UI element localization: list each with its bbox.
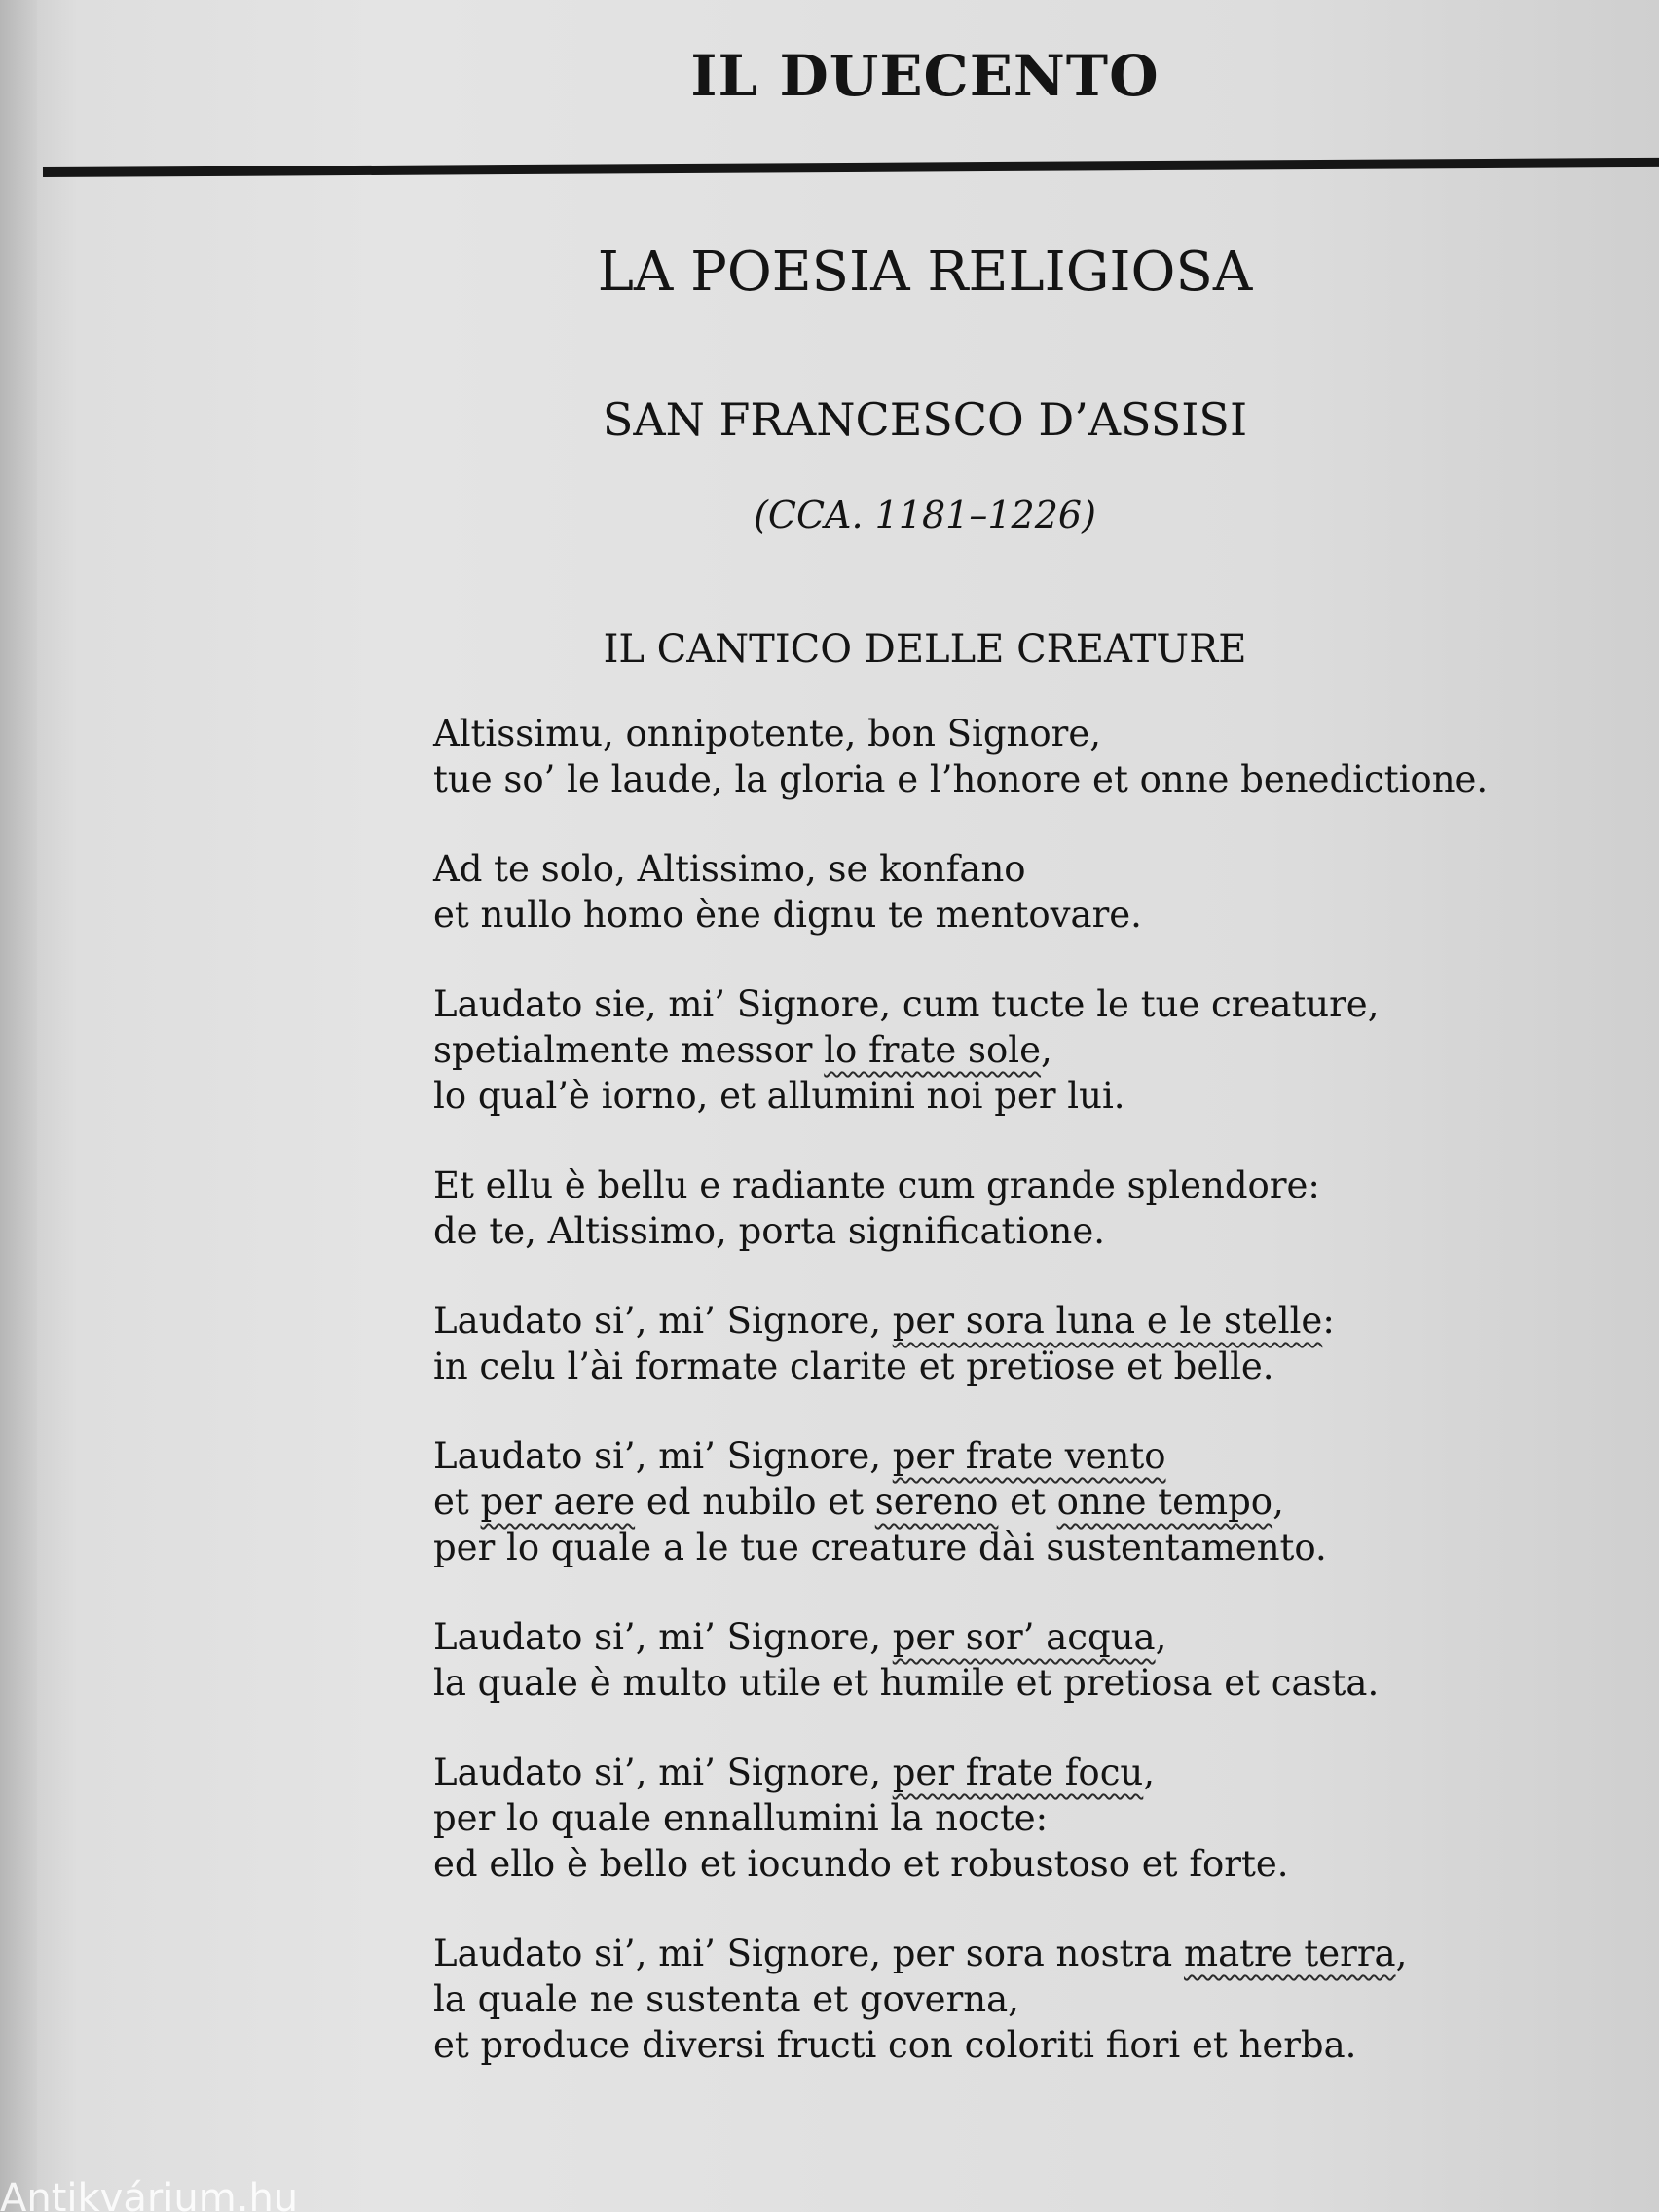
- poem-line: et nullo homo ène dignu te mentovare.: [433, 894, 1142, 936]
- poem-line: ed ello è bello et iocundo et robustoso et forte.: [433, 1843, 1289, 1885]
- handwritten-underline: per aere: [480, 1481, 636, 1523]
- author-name: SAN FRANCESCO D’ASSISI: [602, 393, 1248, 446]
- line-segment: spetialmente messor: [433, 1029, 825, 1071]
- poem-line: [433, 1750, 1631, 1795]
- section-title: LA POESIA RELIGIOSA: [597, 240, 1253, 304]
- line-segment: Laudato si’, mi’ Signore,: [433, 1616, 893, 1658]
- poem-line: Laudato sie, mi’ Signore, cum tucte le tue creature,: [433, 983, 1380, 1025]
- handwritten-underline: per sora luna e le stelle: [892, 1300, 1323, 1342]
- line-segment: Laudato si’, mi’ Signore,: [433, 1300, 893, 1342]
- stanza: [433, 1298, 1631, 1389]
- author-dates: (CCA. 1181–1226): [754, 494, 1096, 536]
- handwritten-underline: lo frate sole: [824, 1029, 1042, 1071]
- poem-line: de te, Altissimo, porta significatione.: [433, 1210, 1106, 1252]
- poem-line: la quale ne sustenta et governa,: [433, 1978, 1019, 2020]
- poem-line: lo qual’è iorno, et allumini noi per lui.: [433, 1075, 1125, 1117]
- poem-line: [433, 1298, 1631, 1344]
- handwritten-underline: sereno: [874, 1481, 999, 1523]
- poem-line: per lo quale ennallumini la nocte:: [433, 1797, 1049, 1839]
- stanza: [433, 1162, 1631, 1254]
- poem-line: [433, 1614, 1631, 1660]
- poem-line: in celu l’ài formate clarite et pretïose et belle.: [433, 1346, 1274, 1387]
- line-segment: :: [1322, 1300, 1335, 1342]
- book-spine-shadow: [0, 0, 37, 2212]
- stanza: [433, 1931, 1631, 2068]
- line-segment: ,: [1143, 1751, 1156, 1793]
- line-segment: ,: [1395, 1933, 1408, 1974]
- stanza: [433, 1614, 1631, 1706]
- stanza: [433, 1750, 1631, 1887]
- poem-line: [433, 1433, 1631, 1479]
- handwritten-underline: per frate vento: [892, 1435, 1166, 1477]
- handwritten-underline: onne tempo: [1056, 1481, 1273, 1523]
- line-segment: Laudato si’, mi’ Signore,: [433, 1435, 893, 1477]
- poem-line: et produce diversi fructi con coloriti fiori et herba.: [433, 2024, 1357, 2066]
- poem-line: tue so’ le laude, la gloria e l’honore et onne benedictione.: [433, 758, 1489, 800]
- poem-line: Et ellu è bellu e radiante cum grande splendore:: [433, 1164, 1320, 1206]
- poem-line: Ad te solo, Altissimo, se konfano: [433, 848, 1026, 890]
- line-segment: ,: [1155, 1616, 1167, 1658]
- line-segment: et: [998, 1481, 1057, 1523]
- poem-body: [433, 711, 1631, 2112]
- stanza: [433, 846, 1631, 938]
- poem-line: Altissimu, onnipotente, bon Signore,: [433, 713, 1101, 755]
- handwritten-underline: matre terra: [1184, 1933, 1396, 1974]
- poem-title: IL CANTICO DELLE CREATURE: [603, 627, 1247, 672]
- line-segment: ed nubilo et: [635, 1481, 875, 1523]
- handwritten-underline: per frate focu: [892, 1751, 1144, 1793]
- poem-line: per lo quale a le tue creature dài sustentamento.: [433, 1527, 1327, 1568]
- poem-line: la quale è multo utile et humile et pretiosa et casta.: [433, 1662, 1380, 1704]
- header-rule: [43, 158, 1659, 177]
- poem-line: [433, 1931, 1631, 1976]
- line-segment: Laudato si’, mi’ Signore, per sora nostra: [433, 1933, 1185, 1974]
- stanza: [433, 1433, 1631, 1570]
- stanza: [433, 711, 1631, 802]
- line-segment: et: [433, 1481, 481, 1523]
- poem-line: [433, 1479, 1631, 1525]
- line-segment: Laudato si’, mi’ Signore,: [433, 1751, 893, 1793]
- line-segment: ,: [1272, 1481, 1284, 1523]
- poem-line: [433, 1027, 1631, 1073]
- handwritten-underline: per sor’ acqua: [892, 1616, 1156, 1658]
- running-head: IL DUECENTO: [690, 43, 1160, 109]
- line-segment: ,: [1041, 1029, 1052, 1071]
- stanza: [433, 981, 1631, 1119]
- watermark: Antikvárium.hu: [0, 2176, 299, 2212]
